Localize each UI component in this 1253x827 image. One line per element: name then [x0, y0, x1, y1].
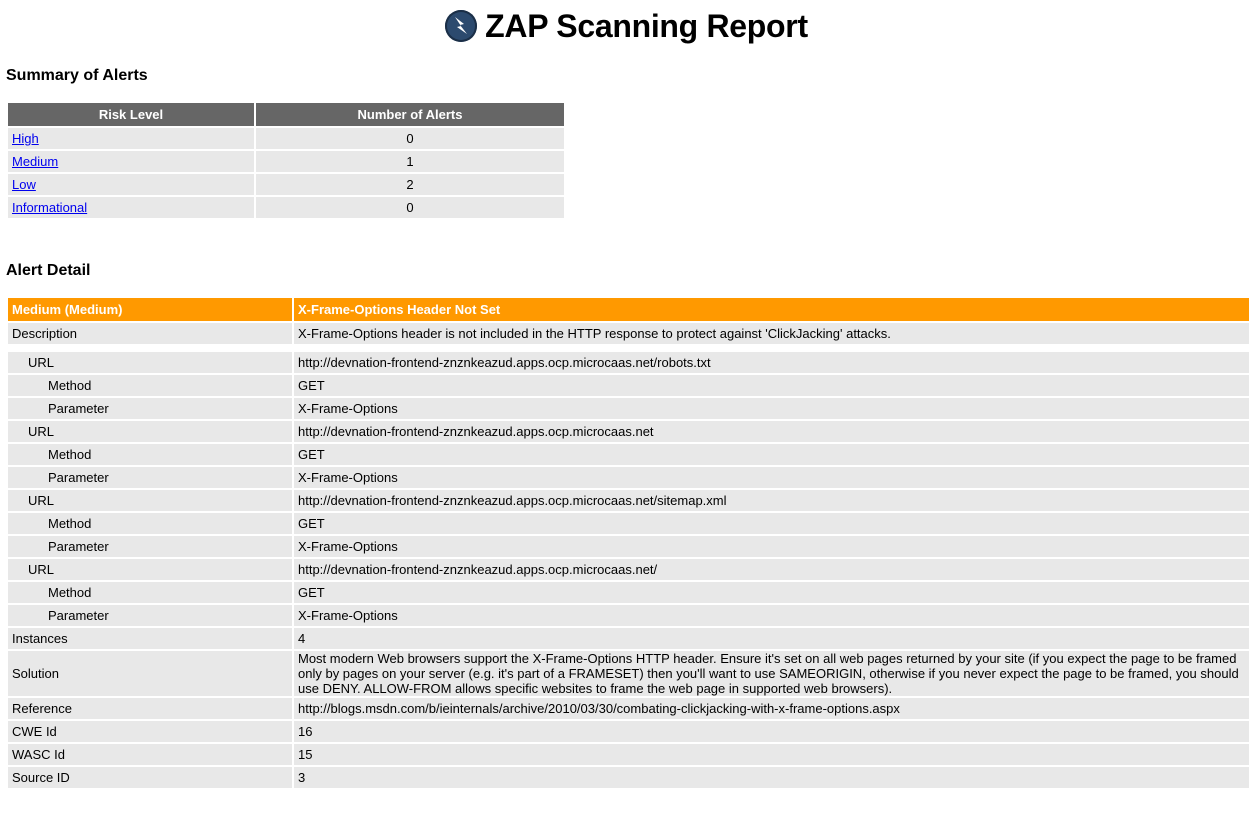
zap-lightning-icon: [445, 10, 477, 42]
summary-row-medium: [8, 151, 564, 172]
risk-level-header: Risk Level: [8, 103, 254, 126]
risk-level-cell: [8, 151, 254, 172]
reference-value: http://blogs.msdn.com/b/ieinternals/archive/2010/03/30/combating-clickjacking-with-x-frame-options.aspx: [294, 698, 1249, 719]
parameter-label: Parameter: [8, 605, 292, 626]
method-label: Method: [8, 375, 292, 396]
parameter-label: Parameter: [8, 536, 292, 557]
page-title: ZAP Scanning Report: [485, 7, 808, 44]
summary-heading: Summary of Alerts: [6, 67, 148, 84]
source-row: [8, 767, 1249, 788]
instances-label: Instances: [8, 628, 292, 649]
alert-count: 1: [256, 151, 564, 172]
summary-row-low: [8, 174, 564, 195]
risk-link-medium[interactable]: Medium: [12, 154, 59, 169]
description-label: Description: [8, 323, 292, 344]
url-value: http://devnation-frontend-znznkeazud.apps.ocp.microcaas.net: [294, 421, 1249, 442]
alert-count: 2: [256, 174, 564, 195]
cwe-value: 16: [294, 721, 1249, 742]
instance-parameter-row: [8, 605, 1249, 626]
instance-parameter-row: [8, 398, 1249, 419]
parameter-value: X-Frame-Options: [294, 536, 1249, 557]
alert-header-row: [8, 298, 1249, 321]
parameter-label: Parameter: [8, 467, 292, 488]
reference-label: Reference: [8, 698, 292, 719]
instance-url-row: [8, 559, 1249, 580]
solution-label: Solution: [8, 651, 292, 696]
parameter-value: X-Frame-Options: [294, 398, 1249, 419]
method-label: Method: [8, 582, 292, 603]
summary-header-row: [8, 103, 564, 126]
method-value: GET: [294, 582, 1249, 603]
risk-link-high[interactable]: High: [12, 131, 39, 146]
method-value: GET: [294, 513, 1249, 534]
instance-method-row: [8, 444, 1249, 465]
cwe-row: [8, 721, 1249, 742]
url-label: URL: [8, 490, 292, 511]
wasc-label: WASC Id: [8, 744, 292, 765]
alert-name: X-Frame-Options Header Not Set: [294, 298, 1249, 321]
risk-level-cell: [8, 128, 254, 149]
wasc-value: 15: [294, 744, 1249, 765]
instance-url-row: [8, 490, 1249, 511]
instance-method-row: [8, 375, 1249, 396]
wasc-row: [8, 744, 1249, 765]
parameter-label: Parameter: [8, 398, 292, 419]
method-label: Method: [8, 444, 292, 465]
url-value: http://devnation-frontend-znznkeazud.apps.ocp.microcaas.net/robots.txt: [294, 352, 1249, 373]
method-value: GET: [294, 375, 1249, 396]
alert-count: 0: [256, 128, 564, 149]
spacer: [8, 346, 1249, 350]
risk-level-cell: [8, 197, 254, 218]
cwe-label: CWE Id: [8, 721, 292, 742]
instance-url-row: [8, 421, 1249, 442]
alert-detail-heading: Alert Detail: [6, 262, 91, 279]
url-value: http://devnation-frontend-znznkeazud.apps.ocp.microcaas.net/: [294, 559, 1249, 580]
url-label: URL: [8, 421, 292, 442]
instances-value: 4: [294, 628, 1249, 649]
alert-count: 0: [256, 197, 564, 218]
summary-table: [6, 101, 566, 220]
instances-row: [8, 628, 1249, 649]
alert-detail-table: [6, 296, 1251, 790]
instance-method-row: [8, 513, 1249, 534]
source-value: 3: [294, 767, 1249, 788]
risk-link-low[interactable]: Low: [12, 177, 36, 192]
instance-parameter-row: [8, 467, 1249, 488]
solution-value: Most modern Web browsers support the X-Frame-Options HTTP header. Ensure it's set on all web pages returned by your site (if you expect the page to be framed only by pages on your server (e.g. it's part of a FRAMESET) then you'll want to use SAMEORIGIN, otherwise if you never expect the page to be framed, you should use DENY. ALLOW-FROM allows specific websites to frame the web page in supported web browsers).: [294, 651, 1249, 696]
instance-method-row: [8, 582, 1249, 603]
report-header: [0, 0, 1253, 52]
number-of-alerts-header: Number of Alerts: [256, 103, 564, 126]
reference-row: [8, 698, 1249, 719]
risk-link-informational[interactable]: Informational: [12, 200, 88, 215]
instance-parameter-row: [8, 536, 1249, 557]
spacer-row: [8, 346, 1249, 350]
url-label: URL: [8, 559, 292, 580]
instance-url-row: [8, 352, 1249, 373]
parameter-value: X-Frame-Options: [294, 605, 1249, 626]
summary-row-informational: [8, 197, 564, 218]
alert-risk: Medium (Medium): [8, 298, 292, 321]
url-label: URL: [8, 352, 292, 373]
solution-row: [8, 651, 1249, 696]
risk-level-cell: [8, 174, 254, 195]
parameter-value: X-Frame-Options: [294, 467, 1249, 488]
method-label: Method: [8, 513, 292, 534]
description-value: X-Frame-Options header is not included in the HTTP response to protect against 'ClickJacking' attacks.: [294, 323, 1249, 344]
description-row: [8, 323, 1249, 344]
summary-row-high: [8, 128, 564, 149]
method-value: GET: [294, 444, 1249, 465]
url-value: http://devnation-frontend-znznkeazud.apps.ocp.microcaas.net/sitemap.xml: [294, 490, 1249, 511]
source-label: Source ID: [8, 767, 292, 788]
